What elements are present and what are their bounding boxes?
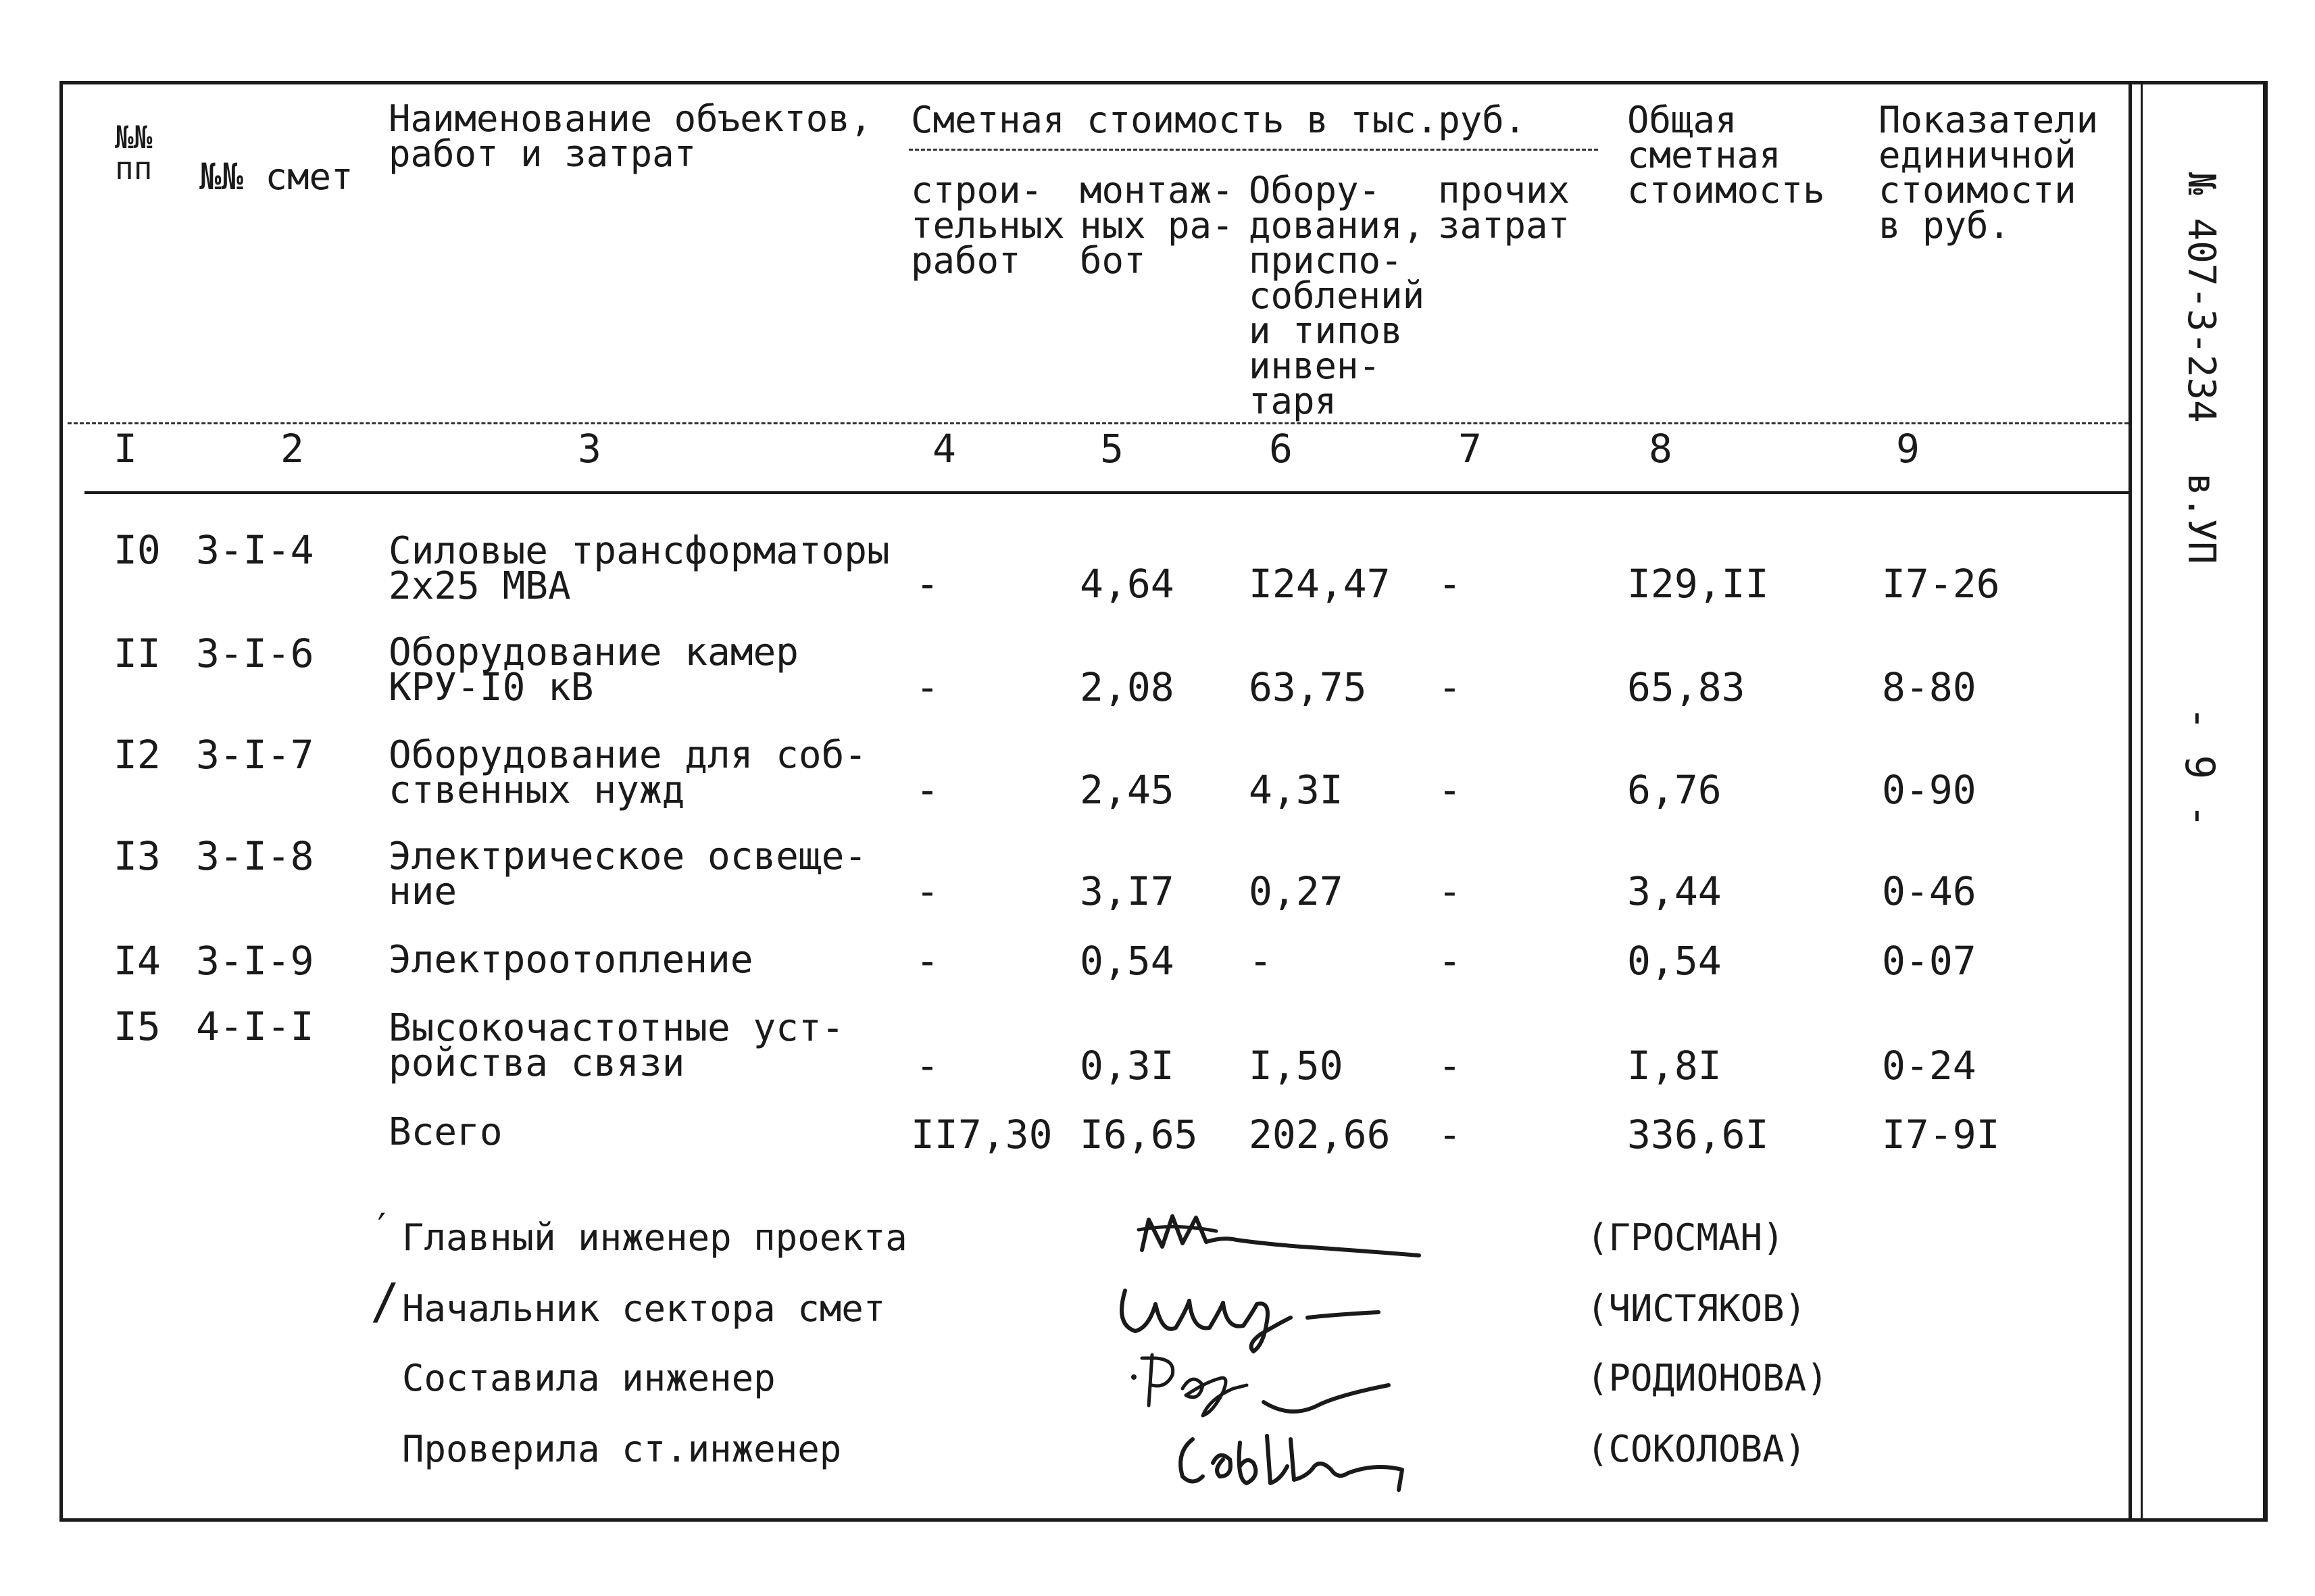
header-col5: монтаж- ных ра- бот	[1080, 169, 1234, 282]
row-c6: 4,3I	[1249, 767, 1343, 813]
header-col4: строи- тельных работ	[911, 169, 1065, 282]
row-number: I0	[114, 527, 161, 573]
sidebar-doc-number: № 407-3-234	[2179, 172, 2223, 423]
row-c9: 0-24	[1882, 1043, 1976, 1089]
colnum-1: I	[114, 426, 137, 472]
row-number: I2	[114, 732, 161, 778]
row-name: Электроотопление	[389, 938, 753, 982]
row-c6: 0,27	[1249, 868, 1343, 914]
row-number: I5	[114, 1003, 161, 1049]
signature-name: (РОДИОНОВА)	[1587, 1357, 1828, 1399]
row-code: 3-I-7	[196, 732, 314, 778]
row-c4: -	[916, 664, 939, 710]
signature-name: (ЧИСТЯКОВ)	[1587, 1287, 1807, 1330]
signature-role: Начальник сектора смет	[402, 1287, 886, 1330]
row-c8: 65,83	[1627, 664, 1745, 710]
colnum-8: 8	[1649, 426, 1672, 472]
signature-role: Главный инженер проекта	[402, 1216, 907, 1259]
row-c4: -	[916, 1043, 939, 1089]
row-c5: 2,08	[1080, 664, 1174, 710]
row-c5: 0,54	[1080, 938, 1174, 984]
row-c4: -	[916, 938, 939, 984]
total-c8: 336,6I	[1627, 1112, 1769, 1157]
total-c9: I7-9I	[1882, 1112, 2000, 1157]
row-code: 4-I-I	[196, 1003, 314, 1049]
row-c5: 3,I7	[1080, 868, 1174, 914]
row-c9: 0-46	[1882, 868, 1976, 914]
row-number: I4	[114, 938, 161, 984]
colnum-6: 6	[1269, 426, 1293, 472]
total-label: Всего	[389, 1110, 503, 1154]
total-c6: 202,66	[1249, 1112, 1391, 1157]
header-col1: №№ пп	[115, 119, 153, 186]
row-c8: 6,76	[1627, 767, 1722, 813]
signature-scribble-1	[1135, 1203, 1439, 1277]
signature-role: Проверила ст.инженер	[402, 1428, 842, 1470]
row-c6: I24,47	[1249, 561, 1391, 607]
header-group: Сметная стоимость в тыс.руб.	[911, 99, 1526, 141]
signature-name: (ГРОСМАН)	[1587, 1216, 1785, 1259]
colnum-9: 9	[1896, 426, 1920, 472]
total-c5: I6,65	[1080, 1112, 1198, 1157]
row-c6: -	[1249, 938, 1272, 984]
row-c7: -	[1438, 1043, 1462, 1089]
row-code: 3-I-9	[196, 938, 314, 984]
row-c8: I,8I	[1627, 1043, 1722, 1089]
slash-mark: /	[370, 1273, 400, 1330]
row-c9: I7-26	[1882, 561, 2000, 607]
signature-scribble-4	[1172, 1412, 1429, 1514]
row-name: Оборудование камер КРУ-I0 кВ	[389, 630, 799, 709]
row-c7: -	[1438, 664, 1462, 710]
sidebar-page: - 9 -	[2176, 706, 2223, 828]
row-c5: 4,64	[1080, 561, 1174, 607]
row-c9: 0-90	[1882, 767, 1976, 813]
header-rule-upper	[68, 422, 2129, 424]
row-c9: 0-07	[1882, 938, 1976, 984]
row-c9: 8-80	[1882, 664, 1976, 710]
row-c8: 0,54	[1627, 938, 1722, 984]
row-code: 3-I-4	[196, 527, 314, 573]
signature-name: (СОКОЛОВА)	[1587, 1428, 1807, 1470]
group-underline	[909, 149, 1598, 151]
row-c4: -	[916, 561, 939, 607]
row-name: Оборудование для соб- ственных нужд	[389, 733, 868, 812]
tick-mark: ′	[370, 1206, 393, 1250]
total-c4: II7,30	[911, 1112, 1053, 1157]
colnum-2: 2	[280, 426, 304, 472]
header-col6: Обору- дования, приспо- соблений и типов инвен- таря	[1249, 169, 1425, 422]
signature-role: Составила инженер	[402, 1357, 776, 1399]
row-number: I3	[114, 833, 161, 879]
row-c5: 0,3I	[1080, 1043, 1174, 1089]
row-c4: -	[916, 868, 939, 914]
header-col7: прочих затрат	[1438, 169, 1570, 247]
header-col3: Наименование объектов, работ и затрат	[389, 97, 872, 175]
row-c7: -	[1438, 561, 1462, 607]
sidebar-divider	[2129, 81, 2132, 1522]
row-c6: I,50	[1249, 1043, 1343, 1089]
colnum-7: 7	[1458, 426, 1482, 472]
row-c8: 3,44	[1627, 868, 1722, 914]
row-c7: -	[1438, 868, 1462, 914]
colnum-4: 4	[932, 426, 956, 472]
row-number: II	[114, 630, 161, 676]
sidebar-divider-inner	[2141, 81, 2143, 1522]
header-col8: Общая сметная стоимость	[1627, 99, 1825, 211]
row-c7: -	[1438, 938, 1462, 984]
row-c7: -	[1438, 767, 1462, 813]
total-c7: -	[1438, 1112, 1462, 1157]
row-c6: 63,75	[1249, 664, 1367, 710]
row-name: Высокочастотные уст- ройства связи	[389, 1006, 845, 1085]
row-c5: 2,45	[1080, 767, 1174, 813]
header-col9: Показатели единичной стоимости в руб.	[1878, 99, 2099, 247]
header-rule-lower	[84, 491, 2129, 494]
row-c4: -	[916, 767, 939, 813]
colnum-3: 3	[578, 426, 601, 472]
row-code: 3-I-8	[196, 833, 314, 879]
colnum-5: 5	[1100, 426, 1124, 472]
sidebar-volume: в.УП	[2179, 473, 2223, 564]
row-code: 3-I-6	[196, 630, 314, 676]
row-c8: I29,II	[1627, 561, 1769, 607]
header-col2: №№ смет	[199, 155, 353, 198]
row-name: Электрическое освеще- ние	[389, 834, 868, 914]
row-name: Силовые трансформаторы 2х25 МВА	[389, 529, 890, 608]
